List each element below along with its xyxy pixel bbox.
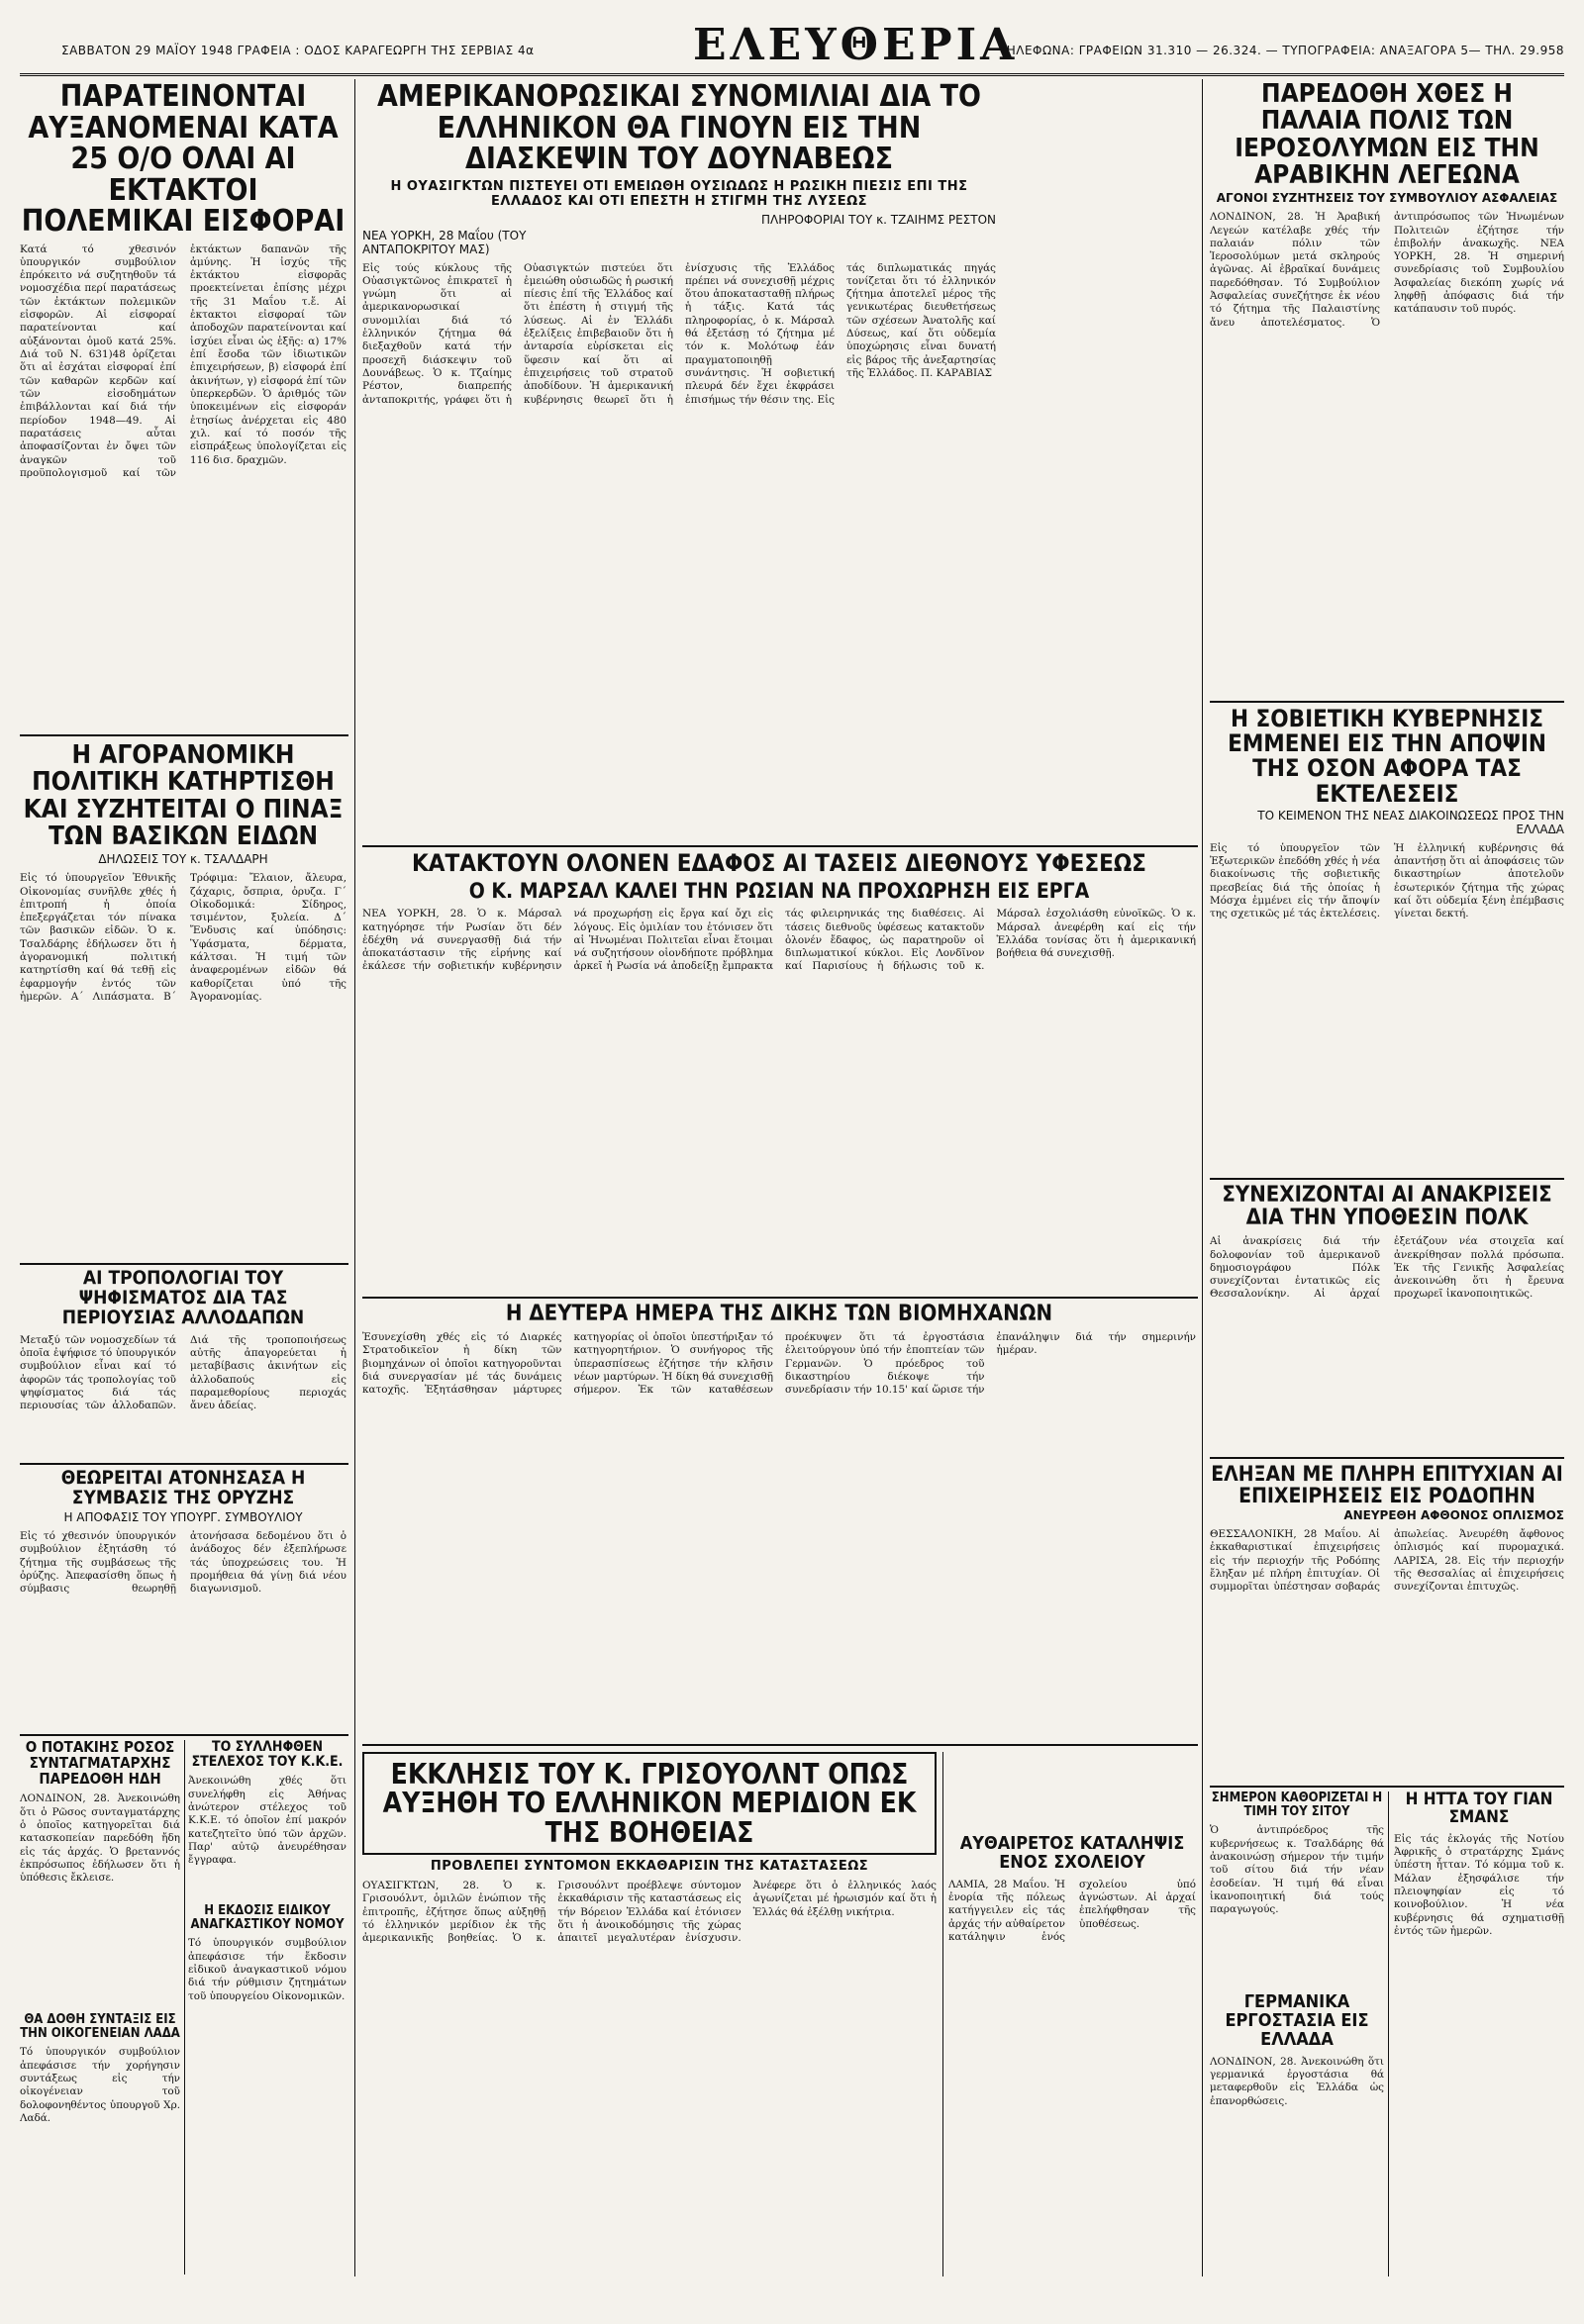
phone-line: ΤΗΛΕΦΩΝΑ: ΓΡΑΦΕΙΩΝ 31.310 — 26.324. — ΤΥΠΟΓΡΑΦΕΙΑ: ΑΝΑΞΑΓΟΡΑ 5— ΤΗΛ. 29.958 — [998, 44, 1564, 57]
article-body: Εἰς τό ὑπουργεῖον Ἐθνικῆς Οἰκονομίας συνῆλθε χθές ἡ ἐπιτροπή ἡ ὁποία ἐπεξεργάζεται τόν πίνακα τῶν βασικῶν εἰδῶν. Ὁ κ. Τσαλδάρης ἐδήλωσεν ὅτι ἡ ἀγορανομική πολιτική κατηρτίσθη καί θά τεθῇ εἰς ἐφαρμογήν ἐντός τῶν ἡμερῶν. Α΄ Λιπάσματα. Β΄ Τρόφιμα: Ἔλαιον, ἄλευρα, ζάχαρις, ὄσπρια, ὀρυζα. Γ΄ Οἰκοδομικά: Σίδηρος, τσιμέντον, ξυλεία. Δ΄ Ἔνδυσις καί ὑπόδησις: Ὑφάσματα, δέρματα, κάλτσαι. Ἡ τιμή τῶν ἀναφερομένων εἰδῶν θά καθορίζεται ὑπό τῆς Ἀγορανομίας. — [20, 872, 346, 1003]
article-syllipsis — [188, 1740, 346, 1898]
article-body: ΛΟΝΔΙΝΟΝ, 28. Ἀνεκοινώθη ὅτι ὁ Ρῶσος συνταγματάρχης ὁ ὁποῖος κατηγορεῖται διά κατασκοπείαν παρεδόθη ἤδη εἰς τάς ἀρχάς. Ὁ βρεταννός ἐκπρόσωπος ἐδήλωσεν ὅτι ἡ ὑπόθεσις ἔκλεισε. — [20, 1792, 180, 1885]
article-body: Εἰς τούς κύκλους τῆς Οὐασιγκτῶνος ἐπικρατεῖ ἡ γνώμη ὅτι αἱ ἀμερικανορωσικαί συνομιλίαι διά τό ἑλληνικόν ζήτημα θά διεξαχθοῦν κατά τήν προσεχῆ διάσκεψιν τοῦ Δουνάβεως. Ὁ κ. Τζαίημς Ρέστον, διαπρεπής ἀνταποκριτής, γράφει ὅτι ἡ Οὐασιγκτών πιστεύει ὅτι ἐμειώθη οὐσιωδῶς ἡ ρωσική πίεσις ἐπί τῆς Ἑλλάδος καί ὅτι ἐπέστη ἡ στιγμή τῆς λύσεως. Αἱ ἐν Ἑλλάδι ἐξελίξεις ἐπιβεβαιοῦν ὅτι ἡ ἀνταρσία εὑρίσκεται εἰς ὕφεσιν καί ὅτι αἱ ἐπιχειρήσεις τοῦ στρατοῦ ἀποδίδουν. Ἡ ἀμερικανική κυβέρνησις θεωρεῖ ὅτι ἡ ἐνίσχυσις τῆς Ἑλλάδος πρέπει νά συνεχισθῇ μέχρις ὅτου ἀποκατασταθῇ πλήρως ἡ τάξις. Κατά τάς πληροφορίας, ὁ κ. Μάρσαλ θά ἐξετάσῃ τό ζήτημα μέ τόν κ. Μολότωφ ἐάν πραγματοποιηθῇ συνάντησις. Ἡ σοβιετική πλευρά δέν ἔχει ἐκφράσει ἐπισήμως τήν θέσιν της. Εἰς τάς διπλωματικάς πηγάς τονίζεται ὅτι τό ἑλληνικόν ζήτημα ἀποτελεῖ μέρος τῆς γενικωτέρας διευθετήσεως τῶν σχέσεων Ἀνατολῆς καί Δύσεως, καί ὅτι οὐδεμία ὑποχώρησις εἶναι δυνατή εἰς βάρος τῆς ἀνεξαρτησίας τῆς Ἑλλάδος. Π. ΚΑΡΑΒΙΑΣ — [362, 261, 996, 406]
article-scholeio — [948, 1835, 1196, 2271]
article-diaskepsis — [362, 81, 1196, 833]
article-body: Κατά τό χθεσινόν ὑπουργικόν συμβούλιον ἐπρόκειτο νά συζητηθοῦν τά νομοσχέδια περί παρατάσεως τῶν ἐκτάκτων πολεμικῶν εἰσφορῶν. Αἱ εἰσφοραί παρατείνονται καί αὐξάνονται ὁμοῦ κατά 25%. Διά τοῦ Ν. 631)48 ὁρίζεται ὅτι αἱ ἐσχάται εἰσφοραί ἐπί τῶν καθαρῶν κερδῶν καί τῶν εἰσοδημάτων ἐπιβάλλονται καί διά τήν περίοδον 1948—49. Αἱ παρατάσεις αὗται ἀποφασίζονται ἐν ὄψει τῶν ἀναγκῶν τοῦ προϋπολογισμοῦ καί τῶν ἐκτάκτων δαπανῶν τῆς ἀμύνης. Ἡ ἰσχύς τῆς ἐκτάκτου εἰσφορᾶς προεκτείνεται ἐπίσης μέχρι τῆς 31 Μαΐου τ.ἔ. Αἱ ἐκτακτοι εἰσφοραί τῶν ἀποδοχῶν παρατείνονται καί ἰσχύει εἶναι ὡς ἑξῆς: α) 17% ἐπί ἔσοδα τῶν ἰδιωτικῶν ἐπιχειρήσεων, β) εἰσφορά ἐπί ἀκινήτων, γ) εἰσφορά ἐπί τῶν ὑπερκερδῶν. Ὁ ἀριθμός τῶν ὑποκειμένων εἰς εἰσφοράν ἐτησίως ἀνέρχεται εἰς 480 χιλ. καί τό ποσόν τῆς εἰσπράξεως ὑπολογίζεται εἰς 116 δισ. δραχμῶν. — [20, 242, 346, 479]
article-ektelesis — [1210, 707, 1564, 1172]
article-ierousalim — [1210, 81, 1564, 695]
article-body: ΛΟΝΔΙΝΟΝ, 28. Ἡ Ἀραβική Λεγεών κατέλαβε χθές τήν παλαιάν πόλιν τῶν Ἱεροσολύμων μετά σκληρούς ἀγῶνας. Αἱ ἑβραϊκαί δυνάμεις παρεδόθησαν. Τό Συμβούλιον Ἀσφαλείας συνεζήτησε ἐκ νέου τό ζήτημα τῆς Παλαιστίνης ἄνευ ἀποτελέσματος. Ὁ ἀντιπρόσωπος τῶν Ἡνωμένων Πολιτειῶν ἐζήτησε τήν ἐπιβολήν ἀνακωχῆς. ΝΕΑ ΥΟΡΚΗ, 28. Ἡ σημερινή συνεδρίασις τοῦ Συμβουλίου Ἀσφαλείας διεκόπη χωρίς νά ληφθῇ ἀπόφασις διά τήν κατάπαυσιν τοῦ πυρός. — [1210, 211, 1564, 329]
masthead — [20, 14, 1564, 76]
article-sitos — [1210, 1791, 1384, 1989]
headline: ΘΑ ΔΟΘΗ ΣΥΝΤΑΞΙΣ ΕΙΣ ΤΗΝ ΟΙΚΟΓΕΝΕΙΑΝ ΛΑΔΑ — [20, 2013, 180, 2041]
headline: ΑΥΘΑΙΡΕΤΟΣ ΚΑΤΑΛΗΨΙΣ ΕΝΟΣ ΣΧΟΛΕΙΟΥ — [959, 1835, 1185, 1873]
date-line: ΣΑΒΒΑΤΟΝ 29 ΜΑΪΟΥ 1948 ΓΡΑΦΕΙΑ : ΟΔΟΣ ΚΑΡΑΓΕΩΡΓΗ ΤΗΣ ΣΕΡΒΙΑΣ 4α — [61, 44, 535, 57]
headline: ΠΑΡΕΔΟΘΗ ΧΘΕΣ Η ΠΑΛΑΙΑ ΠΟΛΙΣ ΤΩΝ ΙΕΡΟΣΟΛΥΜΩΝ ΕΙΣ ΤΗΝ ΑΡΑΒΙΚΗΝ ΛΕΓΕΩΝΑ — [1235, 81, 1539, 190]
article-eisforai — [20, 81, 346, 725]
article-body: Αἱ ἀνακρίσεις διά τήν δολοφονίαν τοῦ ἀμερικανοῦ δημοσιογράφου Πόλκ συνεχίζονται ἐντατικῶς εἰς Θεσσαλονίκην. Αἱ ἀρχαί ἐξετάζουν νέα στοιχεῖα καί ἀνεκρίθησαν πολλά πρόσωπα. Ἐκ τῆς Γενικῆς Ἀσφαλείας ἀνεκοινώθη ὅτι ἡ ἔρευνα προχωρεῖ ἱκανοποιητικῶς. — [1210, 1235, 1564, 1301]
article-rodopi — [1210, 1463, 1564, 1780]
newspaper-title: ΕΛΕΥΘΕΡΙΑ — [693, 20, 1019, 70]
headline: ΚΑΤΑΚΤΟΥΝ ΟΛΟΝΕΝ ΕΔΑΦΟΣ ΑΙ ΤΑΣΕΙΣ ΔΙΕΘΝΟΥΣ ΥΦΕΣΕΩΣ — [412, 851, 1146, 877]
subheadline: ΑΓΟΝΟΙ ΣΥΖΗΤΗΣΕΙΣ ΤΟΥ ΣΥΜΒΟΥΛΙΟΥ ΑΣΦΑΛΕΙΑΣ — [1216, 191, 1558, 206]
article-grisouold — [362, 1752, 937, 2276]
headline: ΓΕΡΜΑΝΙΚΑ ΕΡΓΟΣΤΑΣΙΑ ΕΙΣ ΕΛΛΑΔΑ — [1225, 1993, 1369, 2050]
headline: ΠΑΡΑΤΕΙΝΟΝΤΑΙ ΑΥΞΑΝΟΜΕΝΑΙ ΚΑΤΑ 25 Ο/Ο ΟΛΑΙ ΑΙ ΕΚΤΑΚΤΟΙ ΠΟΛΕΜΙΚΑΙ ΕΙΣΦΟΡΑΙ — [21, 81, 346, 239]
article-body: Εἰς τό ὑπουργεῖον τῶν Ἐξωτερικῶν ἐπεδόθη χθές ἡ νέα διακοίνωσις τῆς σοβιετικῆς πρεσβείας διά τῆς ὁποίας ἡ Μόσχα ἐμμένει εἰς τήν ἄποψίν της σχετικῶς μέ τάς ἐκτελέσεις. Ἡ ἑλληνική κυβέρνησις θά ἀπαντήσῃ ὅτι αἱ ἀποφάσεις τῶν δικαστηρίων ἀποτελοῦν ἐσωτερικόν ζήτημα τῆς χώρας καί ὅτι οὐδεμία ξένη ἐπέμβασις γίνεται δεκτή. — [1210, 841, 1564, 920]
article-tropologiai — [20, 1269, 346, 1457]
headline: ΣΗΜΕΡΟΝ ΚΑΘΟΡΙΖΕΤΑΙ Η ΤΙΜΗ ΤΟΥ ΣΙΤΟΥ — [1211, 1791, 1383, 1819]
headline: Ο ΠΟΤΑΚΙΗΣ ΡΟΣΟΣ ΣΥΝΤΑΓΜΑΤΑΡΧΗΣ ΠΑΡΕΔΟΘΗ ΗΔΗ — [25, 1740, 175, 1788]
headline: Η ΗΤΤΑ ΤΟΥ ΓΙΑΝ ΣΜΑΝΣ — [1405, 1791, 1553, 1827]
article-body: Εἰς τάς ἐκλογάς τῆς Νοτίου Ἀφρικῆς ὁ στρατάρχης Σμάνς ὑπέστη ἧτταν. Τό κόμμα τοῦ κ. Μάλαν ἐξησφάλισε τήν πλειοψηφίαν εἰς τό κοινοβούλιον. Ἡ νέα κυβέρνησις θά σχηματισθῇ ἐντός τῶν ἡμερῶν. — [1394, 1832, 1564, 1937]
headline: ΕΛΗΞΑΝ ΜΕ ΠΛΗΡΗ ΕΠΙΤΥΧΙΑΝ ΑΙ ΕΠΙΧΕΙΡΗΣΕΙΣ ΕΙΣ ΡΟΔΟΠΗΝ — [1211, 1463, 1563, 1508]
headline: ΤΟ ΣΥΛΛΗΦΘΕΝ ΣΤΕΛΕΧΟΣ ΤΟΥ Κ.Κ.Ε. — [191, 1740, 344, 1770]
headline: Η ΣΟΒΙΕΤΙΚΗ ΚΥΒΕΡΝΗΣΙΣ ΕΜΜΕΝΕΙ ΕΙΣ ΤΗΝ ΑΠΟΨΙΝ ΤΗΣ ΟΣΟΝ ΑΦΟΡΑ ΤΑΣ ΕΚΤΕΛΕΣΕΙΣ — [1228, 707, 1546, 808]
newspaper-page — [20, 14, 1564, 2290]
subheadline: Η ΑΠΟΦΑΣΙΣ ΤΟΥ ΥΠΟΥΡΓ. ΣΥΜΒΟΥΛΙΟΥ — [63, 1509, 303, 1524]
article-polk — [1210, 1184, 1564, 1451]
article-body: Τό ὑπουργικόν συμβούλιον ἀπεφάσισε τήν ἔκδοσιν εἰδικοῦ ἀναγκαστικοῦ νόμου διά τήν ρύθμισιν ζητημάτων τοῦ ὑπουργείου Οἰκονομικῶν. — [188, 1937, 346, 2002]
headline: ΑΜΕΡΙΚΑΝΟΡΩΣΙΚΑΙ ΣΥΝΟΜΙΛΙΑΙ ΔΙΑ ΤΟ ΕΛΛΗΝΙΚΟΝ ΘΑ ΓΙΝΟΥΝ ΕΙΣ ΤΗΝ ΔΙΑΣΚΕΨΙΝ ΤΟΥ ΔΟΥΝΑΒΕΩΣ — [377, 81, 981, 176]
headline: ΕΚΚΛΗΣΙΣ ΤΟΥ Κ. ΓΡΙΣΟΥΟΛΝΤ ΟΠΩΣ ΑΥΞΗΘΗ ΤΟ ΕΛΛΗΝΙΚΟΝ ΜΕΡΙΔΙΟΝ ΕΚ ΤΗΣ ΒΟΗΘΕΙΑΣ — [362, 1752, 937, 1855]
subheadline: ΔΗΛΩΣΕΙΣ ΤΟΥ κ. ΤΣΑΛΔΑΡΗ — [98, 852, 268, 867]
article-body: Εἰς τό χθεσινόν ὑπουργικόν συμβούλιον ἐξητάσθη τό ζήτημα τῆς συμβάσεως τῆς ὀρύζης. Ἀπεφασίσθη ὅπως ἡ σύμβασις θεωρηθῇ ἀτονήσασα δεδομένου ὅτι ὁ ἀνάδοχος δέν ἐξεπλήρωσε τάς ὑποχρεώσεις του. Ἡ προμήθεια θά γίνῃ διά νέου διαγωνισμοῦ. — [20, 1529, 346, 1596]
article-rosoi — [20, 1740, 180, 2007]
article-body: ΟΥΑΣΙΓΚΤΩΝ, 28. Ὁ κ. Γρισουόλντ, ὁμιλῶν ἐνώπιον τῆς ἐπιτροπῆς, ἐζήτησε ὅπως αὐξηθῇ τό ἑλληνικόν μερίδιον ἐκ τῆς ἀμερικανικῆς βοηθείας. Ὁ κ. Γρισουόλντ προέβλεψε σύντομον ἐκκαθάρισιν τῆς καταστάσεως εἰς τήν Βόρειον Ἑλλάδα καί ἐτόνισεν ὅτι ἡ ἀνοικοδόμησις τῆς χώρας ἀπαιτεῖ μεγαλυτέραν ἐνίσχυσιν. Ἀνέφερε ὅτι ὁ ἑλληνικός λαός ἀγωνίζεται μέ ἡρωισμόν καί ὅτι ἡ Ἑλλάς θά ἐξέλθῃ νικήτρια. — [362, 1880, 937, 1945]
article-body: ΛΟΝΔΙΝΟΝ, 28. Ἀνεκοινώθη ὅτι γερμανικά ἐργοστάσια θά μεταφερθοῦν εἰς Ἑλλάδα ὡς ἐπανορθώσεις. — [1210, 2055, 1384, 2107]
headline: Η ΕΚΔΟΣΙΣ ΕΙΔΙΚΟΥ ΑΝΑΓΚΑΣΤΙΚΟΥ ΝΟΜΟΥ — [190, 1904, 345, 1932]
subheadline: Ο Κ. ΜΑΡΣΑΛ ΚΑΛΕΙ ΤΗΝ ΡΩΣΙΑΝ ΝΑ ΠΡΟΧΩΡΗΣΗ ΕΙΣ ΕΡΓΑ — [468, 879, 1090, 904]
subheadline: ΠΡΟΒΛΕΠΕΙ ΣΥΝΤΟΜΟΝ ΕΚΚΑΘΑΡΙΣΙΝ ΤΗΣ ΚΑΤΑΣΤΑΣΕΩΣ — [430, 1859, 869, 1875]
article-body: ΝΕΑ ΥΟΡΚΗ, 28. Ὁ κ. Μάρσαλ κατηγόρησε τήν Ρωσίαν ὅτι δέν ἐδέχθη νά συνεργασθῇ διά τήν ἀποκατάστασιν τῆς εἰρήνης καί ἐκάλεσε τήν σοβιετικήν κυβέρνησιν νά προχωρήσῃ εἰς ἔργα καί ὄχι εἰς λόγους. Εἰς ὁμιλίαν του ἐτόνισεν ὅτι αἱ Ἡνωμέναι Πολιτεῖαι εἶναι ἕτοιμαι νά συζητήσουν οἱονδήποτε πρόβλημα ἀρκεῖ ἡ Ρωσία νά ἀποδείξῃ ἔμπρακτα τάς φιλειρηνικάς της διαθέσεις. Αἱ τάσεις διεθνοῦς ὑφέσεως κατακτοῦν ὁλονέν ἔδαφος, ὡς παρατηροῦν οἱ διπλωματικοί κύκλοι. Εἰς Λονδῖνον καί Παρισίους ἡ δήλωσις τοῦ κ. Μάρσαλ ἐσχολιάσθη εὐνοϊκῶς. Ὁ κ. Μάρσαλ ἀνεφέρθη καί εἰς τήν Ἑλλάδα τονίσας ὅτι ἡ ἀμερικανική βοήθεια θά συνεχισθῇ. — [362, 908, 1196, 973]
article-body: Ἀνεκοινώθη χθές ὅτι συνελήφθη εἰς Ἀθήνας ἀνώτερον στέλεχος τοῦ Κ.Κ.Ε. τό ὁποῖον ἐπί μακρόν κατεζητεῖτο ὑπό τῶν ἀρχῶν. Παρ' αὐτῷ ἀνευρέθησαν ἔγγραφα. — [188, 1775, 346, 1867]
article-body: ΛΑΜΙΑ, 28 Μαΐου. Ἡ ἐνορία τῆς πόλεως κατήγγειλεν εἰς τάς ἀρχάς τήν αὐθαίρετον κατάληψιν ἑνός σχολείου ὑπό ἀγνώστων. Αἱ ἀρχαί ἐπελήφθησαν τῆς ὑποθέσεως. — [948, 1878, 1196, 1944]
byline: ΠΛΗΡΟΦΟΡΙΑΙ ΤΟΥ κ. ΤΖΑΙΗΜΣ ΡΕΣΤΟΝ — [760, 212, 996, 227]
article-uphesis — [362, 851, 1196, 1291]
article-agoranomiki — [20, 742, 346, 1257]
article-diki — [362, 1303, 1196, 1738]
headline: Η ΔΕΥΤΕΡΑ ΗΜΕΡΑ ΤΗΣ ΔΙΚΗΣ ΤΩΝ ΒΙΟΜΗΧΑΝΩΝ — [505, 1303, 1053, 1326]
subheadline: ΤΟ ΚΕΙΜΕΝΟΝ ΤΗΣ ΝΕΑΣ ΔΙΑΚΟΙΝΩΣΕΩΣ ΠΡΟΣ ΤΗΝ ΕΛΛΑΔΑ — [1257, 808, 1564, 836]
article-body: ΘΕΣΣΑΛΟΝΙΚΗ, 28 Μαΐου. Αἱ ἐκκαθαριστικαί ἐπιχειρήσεις εἰς τήν περιοχήν τῆς Ροδόπης ἔληξαν μέ πλήρη ἐπιτυχίαν. Οἱ συμμορῖται ὑπέστησαν σοβαράς ἀπωλείας. Ἀνευρέθη ἄφθονος ὁπλισμός καί πυρομαχικά. ΛΑΡΙΣΑ, 28. Εἰς τήν περιοχήν τῆς Θεσσαλίας αἱ ἐπιχειρήσεις συνεχίζονται ἐπιτυχῶς. — [1210, 1528, 1564, 1594]
headline: ΑΙ ΤΡΟΠΟΛΟΓΙΑΙ ΤΟΥ ΨΗΦΙΣΜΑΤΟΣ ΔΙΑ ΤΑΣ ΠΕΡΙΟΥΣΙΑΣ ΑΛΛΟΔΑΠΩΝ — [61, 1269, 305, 1328]
article-germanika — [1210, 1993, 1384, 2271]
article-oikogeneiai — [20, 2013, 180, 2271]
article-orizis — [20, 1469, 346, 1728]
dateline: ΝΕΑ ΥΟΡΚΗ, 28 Μαΐου (ΤΟΥ ΑΝΤΑΠΟΚΡΙΤΟΥ ΜΑΣ) — [362, 228, 527, 256]
article-smans — [1394, 1791, 1564, 2271]
headline: ΣΥΝΕΧΙΖΟΝΤΑΙ ΑΙ ΑΝΑΚΡΙΣΕΙΣ ΔΙΑ ΤΗΝ ΥΠΟΘΕΣΙΝ ΠΟΛΚ — [1222, 1184, 1552, 1231]
article-body: Ἐσυνεχίσθη χθές εἰς τό Διαρκές Στρατοδικεῖον ἡ δίκη τῶν βιομηχάνων οἱ ὁποῖοι κατηγοροῦνται διά συνεργασίαν μέ τάς δυνάμεις κατοχῆς. Ἐξητάσθησαν μάρτυρες κατηγορίας οἱ ὁποῖοι ὑπεστήριξαν τό κατηγορητήριον. Ὁ συνήγορος τῆς ὑπερασπίσεως ἐζήτησε τήν κλῆσιν νέων μαρτύρων. Ἡ δίκη θά συνεχισθῇ σήμερον. Ἐκ τῶν καταθέσεων προέκυψεν ὅτι τά ἐργοστάσια ἐλειτούργουν ὑπό τήν ἐποπτείαν τῶν Γερμανῶν. Ὁ πρόεδρος τοῦ δικαστηρίου διέκοψε τήν συνεδρίασιν τήν 10.15' καί ὥρισε τήν ἐπανάληψιν διά τήν σημερινήν ἡμέραν. — [362, 1331, 1196, 1397]
headline: ΘΕΩΡΕΙΤΑΙ ΑΤΟΝΗΣΑΣΑ Η ΣΥΜΒΑΣΙΣ ΤΗΣ ΟΡΥΖΗΣ — [60, 1469, 306, 1508]
subheadline: Η ΟΥΑΣΙΓΚΤΩΝ ΠΙΣΤΕΥΕΙ ΟΤΙ ΕΜΕΙΩΘΗ ΟΥΣΙΩΔΩΣ Η ΡΩΣΙΚΗ ΠΙΕΣΙΣ ΕΠΙ ΤΗΣ ΕΛΛΑΔΟΣ ΚΑΙ ΟΤΙ ΕΠΕΣΤΗ Η ΣΤΙΓΜΗ ΤΗΣ ΛΥΣΕΩΣ — [390, 178, 968, 209]
article-body: Μεταξύ τῶν νομοσχεδίων τά ὁποῖα ἐψήφισε τό ὑπουργικόν συμβούλιον εἶναι καί τό ἀφορῶν τάς τροπολογίας τοῦ ψηφίσματος διά τάς περιουσίας τῶν ἀλλοδαπῶν. Διά τῆς τροποποιήσεως αὐτῆς ἀπαγορεύεται ἡ μεταβίβασις ἀκινήτων εἰς ἀλλοδαπούς εἰς παραμεθορίους περιοχάς ἄνευ ἀδείας. — [20, 1333, 346, 1412]
article-body: Τό ὑπουργικόν συμβούλιον ἀπεφάσισε τήν χορήγησιν συντάξεως εἰς τήν οἰκογένειαν τοῦ δολοφονηθέντος ὑπουργοῦ Χρ. Λαδά. — [20, 2046, 180, 2124]
subheadline: ΑΝΕΥΡΕΘΗ ΑΦΘΟΝΟΣ ΟΠΛΙΣΜΟΣ — [1343, 1508, 1564, 1523]
article-nomos — [188, 1904, 346, 2063]
article-body: Ὁ ἀντιπρόεδρος τῆς κυβερνήσεως κ. Τσαλδάρης θά ἀνακοινώσῃ σήμερον τήν τιμήν τοῦ σίτου διά τήν νέαν ἐσοδείαν. Ἡ τιμή θά εἶναι ἱκανοποιητική διά τούς παραγωγούς. — [1210, 1824, 1384, 1916]
headline: Η ΑΓΟΡΑΝΟΜΙΚΗ ΠΟΛΙΤΙΚΗ ΚΑΤΗΡΤΙΣΘΗ ΚΑΙ ΣΥΖΗΤΕΙΤΑΙ Ο ΠΙΝΑΞ ΤΩΝ ΒΑΣΙΚΩΝ ΕΙΔΩΝ — [23, 742, 344, 851]
